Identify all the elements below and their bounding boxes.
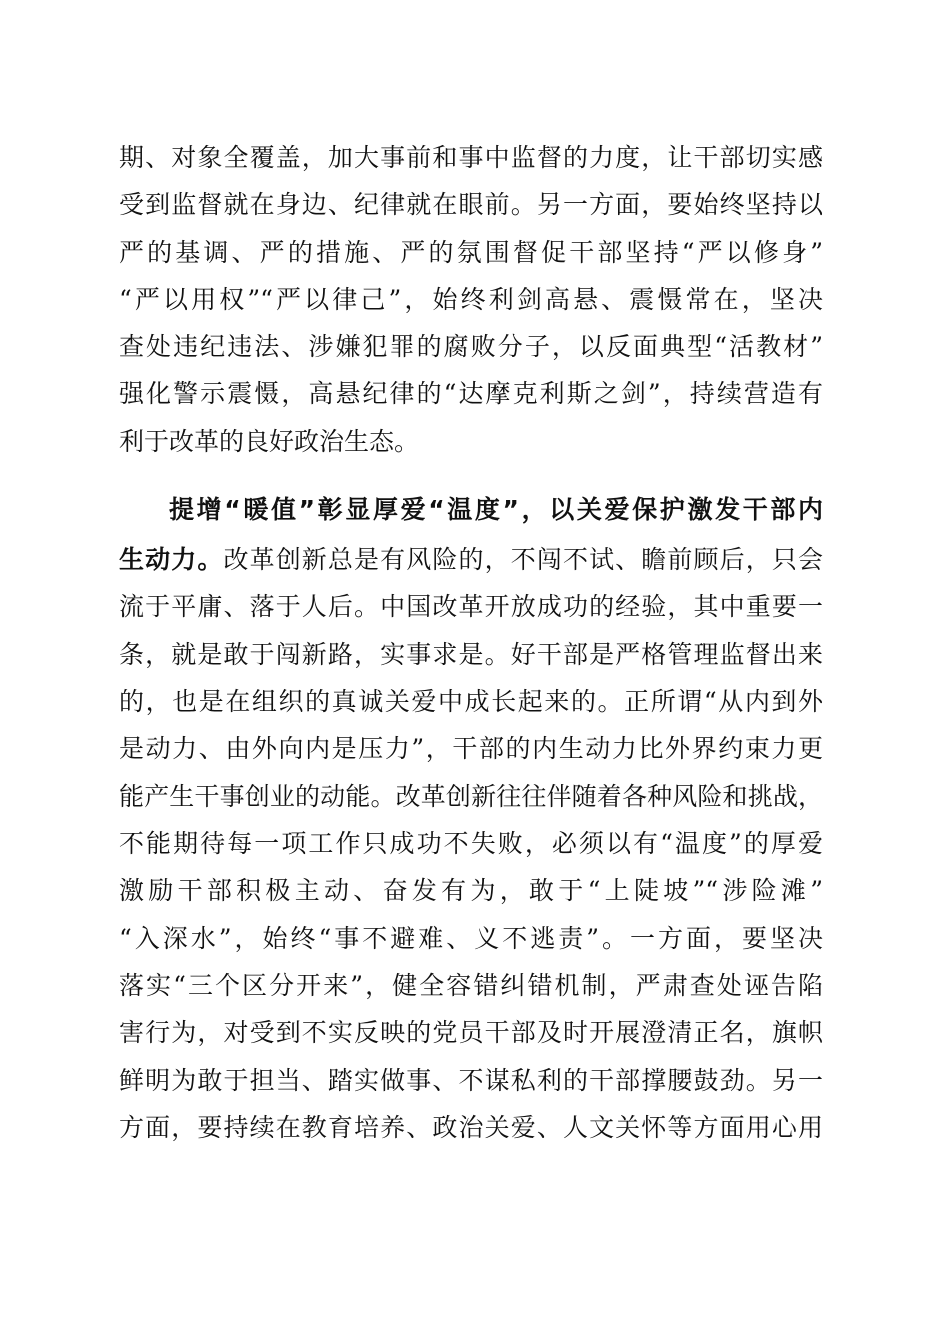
text-line: 害行为，对受到不实反映的党员干部及时开展澄清正名，旗帜 — [119, 1018, 823, 1047]
text-line: 落实“三个区分开来”，健全容错纠错机制，严肃查处诬告陷 — [119, 971, 823, 1000]
text-line: 鲜明为敢于担当、踏实做事、不谋私利的干部撑腰鼓劲。另一 — [119, 1066, 823, 1095]
text-line: 条，就是敢于闯新路，实事求是。好干部是严格管理监督出来 — [119, 640, 823, 669]
text-line: 查处违纪违法、涉嫌犯罪的腐败分子，以反面典型“活教材” — [119, 332, 823, 361]
text-line: 能产生干事创业的动能。改革创新往往伴随着各种风险和挑战， — [119, 782, 823, 811]
text-line: 期、对象全覆盖，加大事前和事中监督的力度，让干部切实感 — [119, 143, 823, 172]
text-line: 的，也是在组织的真诚关爱中成长起来的。正所谓“从内到外 — [119, 687, 823, 716]
text-line: 不能期待每一项工作只成功不失败，必须以有“温度”的厚爱 — [119, 829, 823, 858]
text-line: 强化警示震慑，高悬纪律的“达摩克利斯之剑”，持续营造有 — [119, 379, 823, 408]
text-line: “严以用权”“严以律己”，始终利剑高悬、震慑常在，坚决 — [119, 285, 823, 314]
text-line: 严的基调、严的措施、严的氛围督促干部坚持“严以修身” — [119, 238, 823, 267]
text-line: 流于平庸、落于人后。中国改革开放成功的经验，其中重要一 — [119, 592, 823, 621]
text-line: 受到监督就在身边、纪律就在眼前。另一方面，要始终坚持以 — [119, 190, 823, 219]
text-line: 激励干部积极主动、奋发有为，敢于“上陡坡”“涉险滩” — [119, 876, 824, 905]
text-line: 是动力、由外向内是压力”，干部的内生动力比外界约束力更 — [119, 734, 823, 763]
text-line: “入深水”，始终“事不避难、义不逃责”。一方面，要坚决 — [119, 924, 823, 953]
text-span: 改革创新总是有风险的，不闯不试、瞻前顾后，只会 — [223, 545, 823, 574]
text-line: 方面，要持续在教育培养、政治关爱、人文关怀等方面用心用 — [119, 1113, 823, 1142]
section-heading: 提增“暖值”彰显厚爱“温度”，以关爱保护激发干部内 — [169, 495, 823, 524]
text-line: 利于改革的良好政治生态。 — [119, 427, 420, 456]
text-line — [119, 538, 823, 582]
section-heading-end: 生动力。 — [119, 545, 224, 574]
